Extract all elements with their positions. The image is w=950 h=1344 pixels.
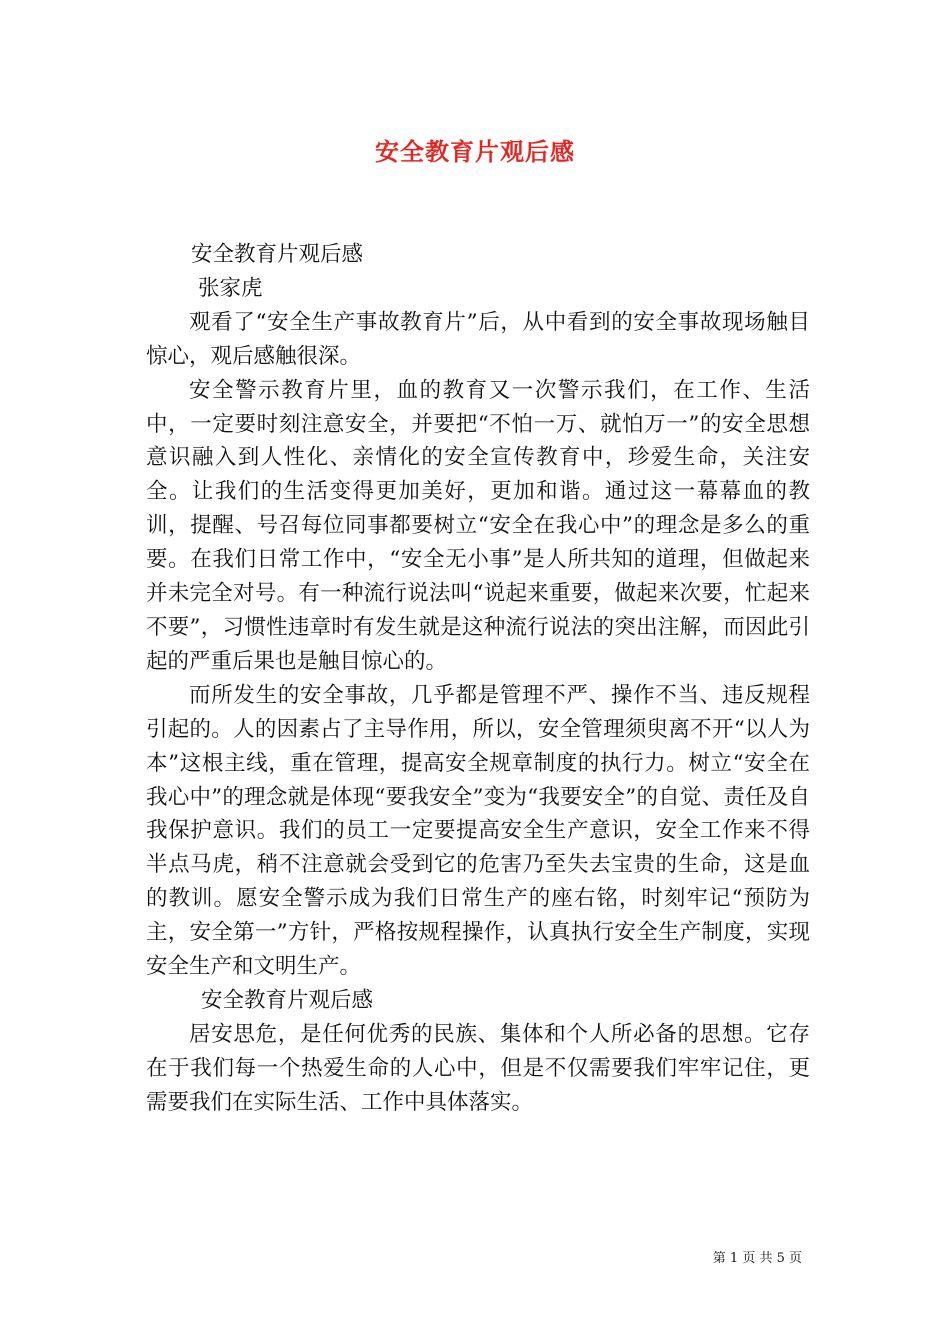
document-body (146, 238, 810, 1120)
sub-title: 安全教育片观后感 (191, 242, 364, 267)
author-name: 张家虎 (198, 275, 263, 301)
paragraph: 安全警示教育片里，血的教育又一次警示我们，在工作、生活中，一定要时刻注意安全，并要把“不怕一万、就怕万一”的安全思想意识融入到人性化、亲情化的安全宣传教育中，珍爱生命，关注安全。让我们的生活变得更加美好，更加和谐。通过这一幕幕血的教训，提醒、号召每位同事都要树立“安全在我心中”的理念是多么的重要。在我们日常工作中，“安全无小事”是人所共知的道理，但做起来并未完全对号。有一种流行说法叫“说起来重要，做起来次要，忙起来不要”，习惯性违章时有发生就是这种流行说法的突出注解，而因此引起的严重后果也是触目惊心的。 (146, 377, 810, 674)
second-sub-title: 安全教育片观后感 (201, 987, 374, 1013)
paragraph: 居安思危，是任何优秀的民族、集体和个人所必备的思想。它存在于我们每一个热爱生命的人心中，但是不仅需要我们牢牢记住，更需要我们在实际生活、工作中具体落实。 (146, 1021, 810, 1115)
page-number: 第 1 页 共 5 页 (712, 1251, 802, 1266)
paragraph: 观看了“安全生产事故教育片”后，从中看到的安全事故现场触目惊心，观后感触很深。 (146, 309, 810, 369)
paragraph: 而所发生的安全事故，几乎都是管理不严、操作不当、违反规程引起的。人的因素占了主导作用，所以，安全管理须臾离不开“以人为本”这根主线，重在管理，提高安全规章制度的执行力。树立“安全在我心中”的理念就是体现“要我安全”变为“我要安全”的自觉、责任及自我保护意识。我们的员工一定要提高安全生产意识，安全工作来不得半点马虎，稍不注意就会受到它的危害乃至失去宝贵的生命，这是血的教训。愿安全警示成为我们日常生产的座右铭，时刻牢记“预防为主，安全第一”方针，严格按规程操作，认真执行安全生产制度，实现安全生产和文明生产。 (146, 682, 810, 980)
document-title: 安全教育片观后感 (375, 137, 575, 166)
